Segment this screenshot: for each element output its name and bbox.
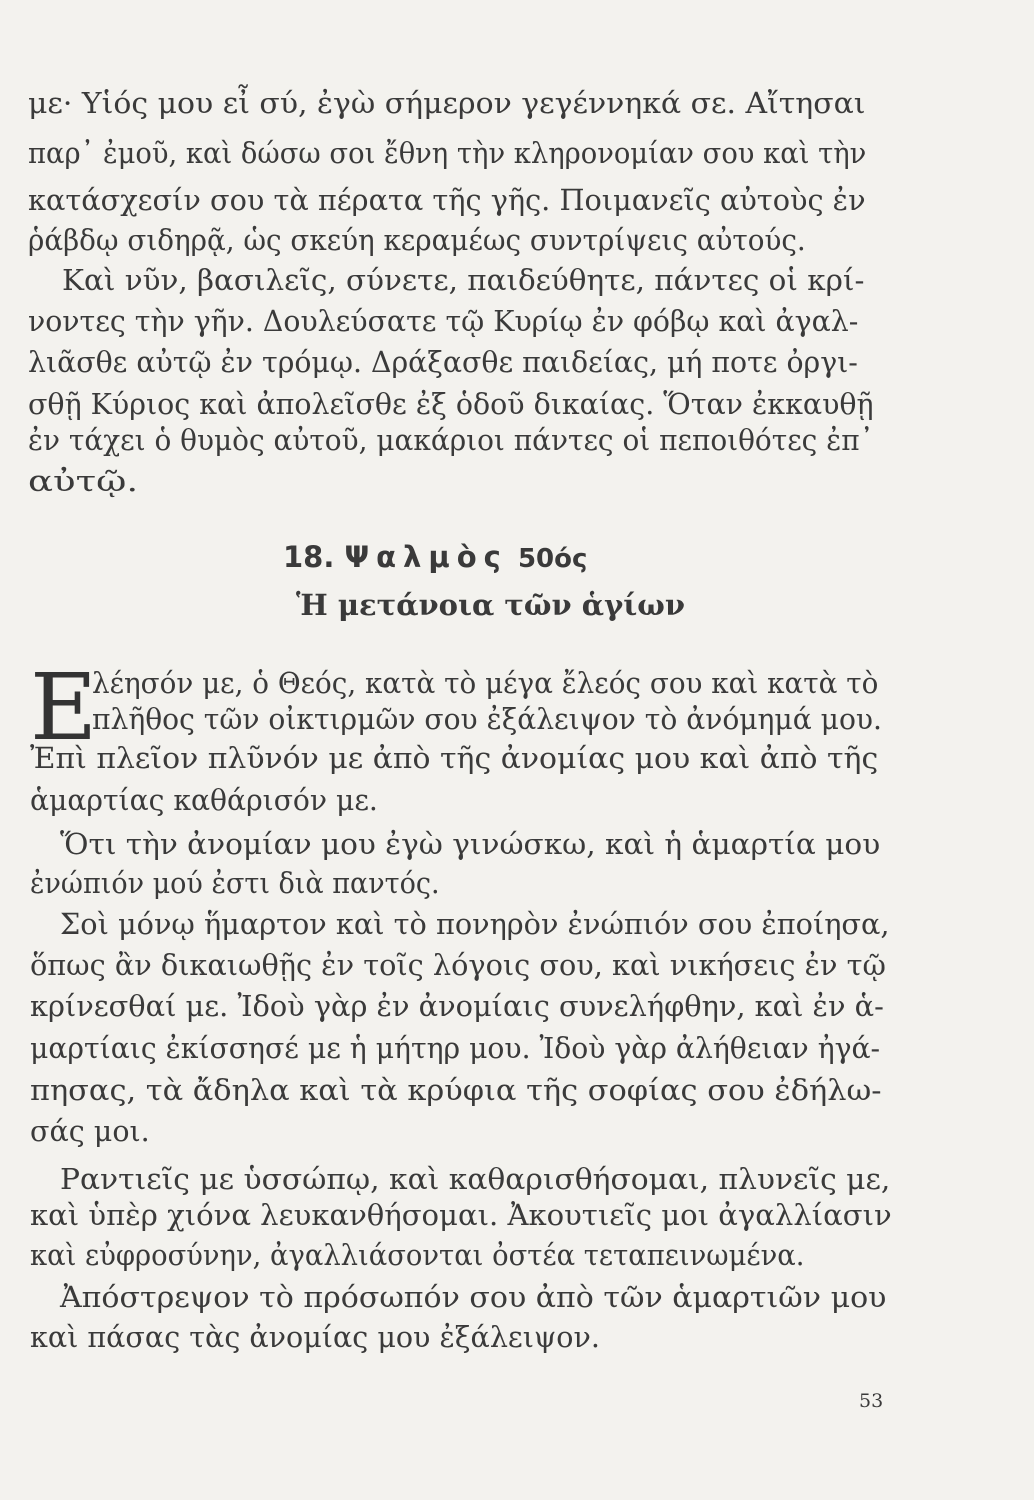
text-line: κρίνεσθαί με. Ἰδοὺ γὰρ ἐν ἀνομίαις συνελήφθην, καὶ ἐν ἁ-: [30, 989, 884, 1023]
text-line: καὶ εὐφροσύνην, ἀγαλλιάσονται ὀστέα τεταπεινωμένα.: [30, 1238, 805, 1272]
text-line: Ὅτι τὴν ἀνομίαν μου ἐγὼ γινώσκω, καὶ ἡ ἁμαρτία μου: [60, 827, 881, 861]
text-line: ἐνώπιόν μού ἐστι διὰ παντός.: [30, 866, 440, 900]
text-line: Ραντιεῖς με ὑσσώπῳ, καὶ καθαρισθήσομαι, πλυνεῖς με,: [60, 1162, 891, 1196]
text-line: ἁμαρτίας καθάρισόν με.: [30, 783, 378, 817]
drop-cap: Ε: [30, 654, 98, 761]
page-number: 53: [859, 1390, 884, 1412]
text-line: καὶ ὑπὲρ χιόνα λευκανθήσομαι. Ἀκουτιεῖς μοι ἀγαλλίασιν: [30, 1198, 892, 1232]
text-line: Καὶ νῦν, βασιλεῖς, σύνετε, παιδεύθητε, πάντες οἱ κρί-: [62, 263, 865, 297]
text-line: Ἀπόστρεψον τὸ πρόσωπόν σου ἀπὸ τῶν ἁμαρτιῶν μου: [60, 1280, 887, 1314]
text-line: λιᾶσθε αὐτῷ ἐν τρόμῳ. Δράξασθε παιδείας, μή ποτε ὀργι-: [28, 345, 858, 379]
text-line: νοντες τὴν γῆν. Δουλεύσατε τῷ Κυρίῳ ἐν φόβῳ καὶ ἀγαλ-: [28, 304, 859, 338]
text-line: σθῇ Κύριος καὶ ἀπολεῖσθε ἐξ ὁδοῦ δικαίας. Ὅταν ἐκκαυθῇ: [28, 387, 874, 421]
text-line: καὶ πάσας τὰς ἀνομίας μου ἐξάλειψον.: [30, 1320, 600, 1354]
text-line: πλῆθος τῶν οἰκτιρμῶν σου ἐξάλειψον τὸ ἀνόμημά μου.: [92, 702, 882, 736]
text-line: ῥάβδῳ σιδηρᾷ, ὡς σκεύη κεραμέως συντρίψεις αὐτούς.: [28, 223, 806, 257]
psalm-number: 18.: [283, 540, 335, 574]
text-line: ὅπως ἂν δικαιωθῇς ἐν τοῖς λόγοις σου, καὶ νικήσεις ἐν τῷ: [30, 948, 886, 982]
text-line: με· Υἱός μου εἶ σύ, ἐγὼ σήμερον γεγέννηκά σε. Αἴτησαι: [28, 86, 866, 120]
text-line: Σοὶ μόνῳ ἥμαρτον καὶ τὸ πονηρὸν ἐνώπιόν σου ἐποίησα,: [60, 907, 890, 941]
text-line: λέησόν με, ὁ Θεός, κατὰ τὸ μέγα ἔλεός σου καὶ κατὰ τὸ: [92, 666, 879, 700]
text-line: Ἐπὶ πλεῖον πλῦνόν με ἀπὸ τῆς ἀνομίας μου καὶ ἀπὸ τῆς: [30, 741, 879, 775]
psalm-subtitle: Ἡ μετάνοια τῶν ἁγίων: [296, 588, 685, 622]
text-line: κατάσχεσίν σου τὰ πέρατα τῆς γῆς. Ποιμανεῖς αὐτοὺς ἐν: [28, 183, 866, 217]
psalm-heading: [283, 540, 587, 574]
text-line: πησας, τὰ ἄδηλα καὶ τὰ κρύφια τῆς σοφίας σου ἐδήλω-: [30, 1073, 882, 1107]
text-line: παρ᾿ ἐμοῦ, καὶ δώσω σοι ἔθνη τὴν κληρονομίαν σου καὶ τὴν: [28, 136, 867, 170]
psalm-word: Ψαλμὸς: [344, 540, 508, 574]
text-line: ἐν τάχει ὁ θυμὸς αὐτοῦ, μακάριοι πάντες οἱ πεποιθότες ἐπ᾿: [28, 423, 874, 457]
text-line: μαρτίαις ἐκίσσησέ με ἡ μήτηρ μου. Ἰδοὺ γὰρ ἀλήθειαν ἠγά-: [30, 1031, 881, 1065]
text-line: αὐτῷ.: [28, 464, 139, 498]
text-line: σάς μοι.: [30, 1114, 150, 1148]
psalm-ordinal: 50ός: [517, 544, 588, 574]
